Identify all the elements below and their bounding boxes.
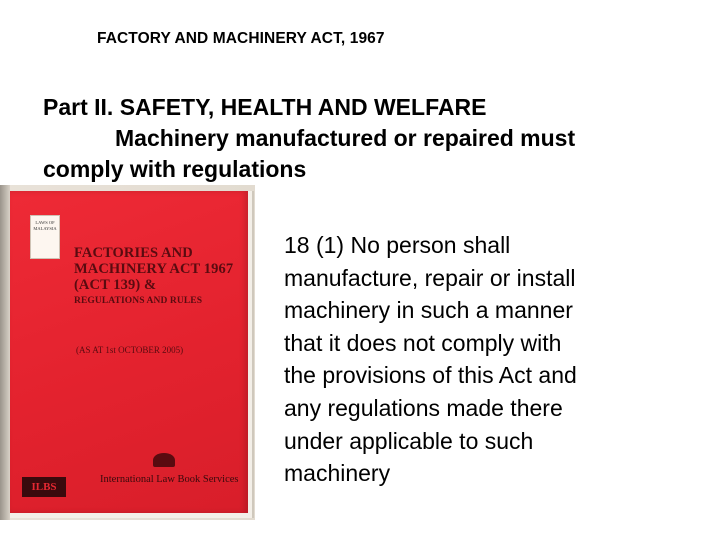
title-line-3: comply with regulations — [43, 156, 307, 182]
publisher-logo-icon — [153, 453, 175, 467]
regulation-line: machinery in such a manner — [284, 297, 573, 324]
book-spine — [0, 185, 10, 520]
regulation-line: the provisions of this Act and — [284, 362, 577, 389]
book-cover-line-3: (ACT 139) & — [74, 277, 157, 293]
book-cover-line-2: MACHINERY ACT 1967 — [74, 261, 234, 277]
slide-header: FACTORY AND MACHINERY ACT, 1967 — [97, 30, 385, 47]
title-line-2-text: Machinery manufactured or repaired must — [115, 125, 576, 151]
title-line-2 — [43, 123, 713, 154]
book-cover-date: (AS AT 1st OCTOBER 2005) — [76, 345, 184, 355]
regulation-line: under applicable to such — [284, 427, 534, 454]
book-cover — [10, 191, 248, 513]
book-cover-photo — [0, 185, 255, 520]
book-cover-line-1: FACTORIES AND — [74, 245, 193, 261]
book-publisher-badge: ILBS — [22, 477, 66, 497]
regulation-text — [284, 229, 704, 490]
title-line-1: Part II. SAFETY, HEALTH AND WELFARE — [43, 94, 487, 120]
book-label-box: LAWS OF MALAYSIA — [30, 215, 60, 259]
slide-title — [43, 92, 713, 185]
book-publisher: International Law Book Services — [100, 474, 239, 485]
regulation-line: machinery — [284, 460, 391, 487]
regulation-line: manufacture, repair or install — [284, 264, 576, 291]
regulation-line: any regulations made there — [284, 394, 563, 421]
regulation-line: 18 (1) No person shall — [284, 232, 511, 258]
book-cover-title — [74, 245, 254, 309]
book-cover-line-4: REGULATIONS AND RULES — [74, 296, 203, 306]
regulation-line: that it does not comply with — [284, 329, 562, 356]
